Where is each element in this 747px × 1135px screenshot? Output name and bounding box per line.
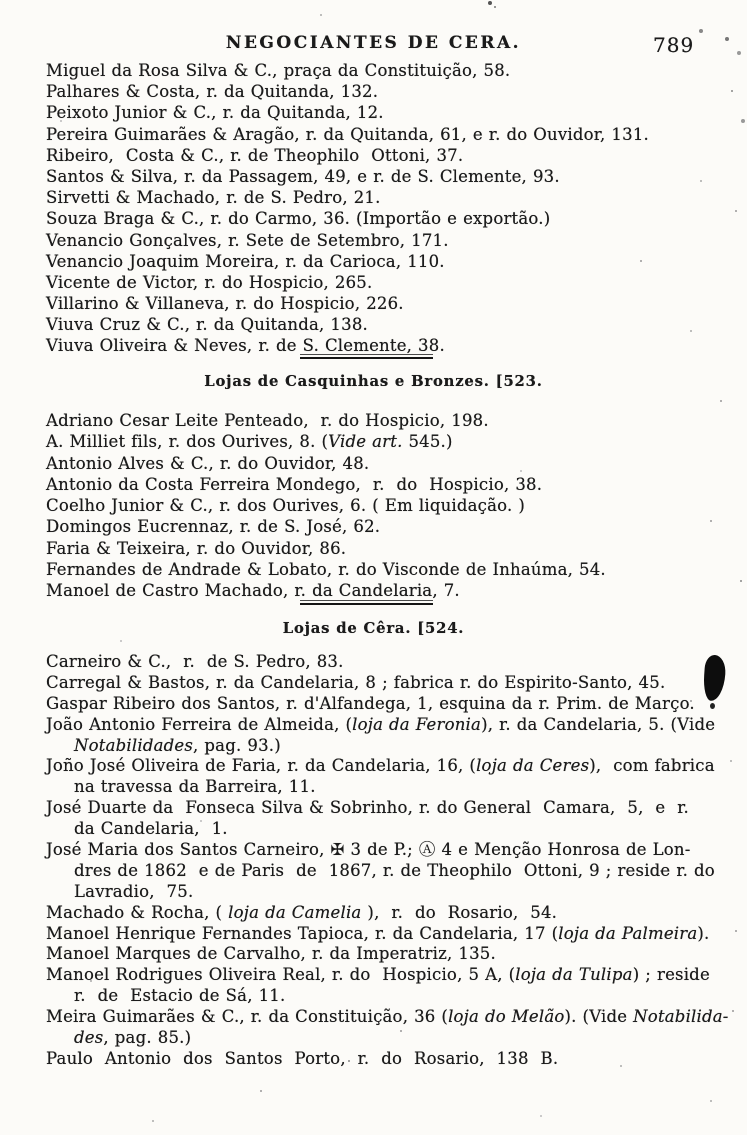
entry-text: Antonio da Costa Ferreira Mondego, r. do Hospicio, 38. (46, 474, 543, 494)
entry-line (0, 756, 747, 777)
entry-line (0, 272, 747, 293)
entry-line (0, 251, 747, 272)
entry-text-italic: loja da Palmeira (558, 923, 698, 943)
entry-text-italic: loja da Camelia (228, 902, 362, 922)
entry-text: da Candelaria, 1. (74, 819, 228, 839)
entry-text: Joño José Oliveira de Faria, r. da Candelaria, 16, ( (46, 756, 477, 776)
entry-text: José Duarte da Fonseca Silva & Sobrinho, r. do General Camara, 5, e r. (46, 798, 689, 818)
entry-line (0, 944, 747, 965)
entry-text: na travessa da Barreira, 11. (74, 777, 316, 797)
entry-text-italic: loja da Ceres (476, 756, 590, 776)
entry-line (0, 580, 747, 601)
entry-text-italic: loja do Melão (448, 1007, 565, 1027)
entry-text: João Antonio Ferreira de Almeida, ( (46, 714, 353, 734)
entry-text-italic: des (74, 1028, 104, 1048)
entry-line (0, 516, 747, 537)
entry-line (0, 819, 747, 840)
entry-text-italic: loja da Tulipa (515, 965, 633, 985)
entry-text: Lavradio, 75. (74, 881, 194, 901)
entry-text: Coelho Junior & C., r. dos Ourives, 6. ( Em liquidação. ) (46, 496, 526, 516)
entry-line (0, 559, 747, 580)
entry-text-italic: Notabilidades (74, 735, 194, 755)
entry-text: Gaspar Ribeiro dos Santos, r. d'Alfandega, 1, esquina da r. Prim. de Março. (46, 693, 695, 713)
entry-line (0, 1049, 747, 1070)
entry-line (0, 1028, 747, 1049)
entry-line (0, 410, 747, 431)
scan-noise-speckles (0, 0, 2, 2)
section-heading-lojas-de-cera: Lojas de Cêra. [524. (282, 620, 465, 637)
entry-line (0, 861, 747, 882)
entry-line (0, 736, 747, 757)
entry-text: Vicente de Victor, r. do Hospicio, 265. (46, 272, 373, 292)
entry-line (0, 652, 747, 673)
entry-line (0, 474, 747, 495)
entry-text: Paulo Antonio dos Santos Porto, r. do Rosario, 138 B. (46, 1048, 559, 1068)
entry-line (0, 495, 747, 516)
entry-line (0, 986, 747, 1007)
entry-text: Venancio Joaquim Moreira, r. da Carioca, 110. (46, 251, 445, 271)
entry-text: Adriano Cesar Leite Penteado, r. do Hospicio, 198. (46, 411, 489, 430)
entry-text-italic: loja da Feronia (352, 714, 482, 734)
entry-line (0, 840, 747, 861)
entry-line (0, 293, 747, 314)
merchant-list-negociantes-de-cera (0, 60, 747, 357)
entry-text: Palhares & Costa, r. da Quitanda, 132. (46, 82, 379, 102)
entry-text: A. Milliet fils, r. dos Ourives, 8. ( (46, 432, 329, 452)
entry-text: Manoel Rodrigues Oliveira Real, r. do Hospicio, 5 A, ( (46, 965, 516, 985)
entry-text: ). (Vide (564, 1007, 634, 1027)
entry-line (0, 965, 747, 986)
entry-line (0, 694, 747, 715)
entry-text: Domingos Eucrennaz, r. de S. José, 62. (46, 517, 381, 537)
page-title: NEGOCIANTES DE CERA. (225, 33, 522, 53)
entry-text: José Maria dos Santos Carneiro, ✠ 3 de P.; Ⓐ 4 e Menção Honrosa de Lon- (46, 840, 691, 860)
entry-text: Pereira Guimarães & Aragão, r. da Quitanda, 61, e r. do Ouvidor, 131. (46, 124, 649, 144)
entry-text-italic: Notabilida- (633, 1007, 729, 1027)
entry-text: Carregal & Bastos, r. da Candelaria, 8 ; fabrica r. do Espirito-Santo, 45. (46, 672, 666, 692)
entry-text: Machado & Rocha, ( (46, 902, 229, 922)
entry-text: ) ; reside (632, 965, 710, 985)
entry-line (0, 777, 747, 798)
entry-text: Manoel Marques de Carvalho, r. da Imperatriz, 135. (46, 944, 496, 964)
entry-text-italic: Vide art. (328, 432, 403, 452)
entry-line (0, 124, 747, 145)
entry-text: Miguel da Rosa Silva & C., praça da Constituição, 58. (46, 61, 511, 80)
entry-text: Antonio Alves & C., r. do Ouvidor, 48. (46, 453, 370, 473)
section-divider-rule (300, 600, 433, 605)
entry-line (0, 145, 747, 166)
entry-text: Fernandes de Andrade & Lobato, r. do Visconde de Inhaúma, 54. (46, 560, 606, 580)
entry-text: Ribeiro, Costa & C., r. de Theophilo Ottoni, 37. (46, 145, 464, 165)
entry-line (0, 81, 747, 102)
entry-line (0, 882, 747, 903)
entry-text: Viuva Cruz & C., r. da Quitanda, 138. (46, 315, 368, 335)
entry-text: Peixoto Junior & C., r. da Quitanda, 12. (46, 103, 384, 123)
entry-text: , pag. 85.) (103, 1028, 192, 1048)
entry-text: Faria & Teixeira, r. do Ouvidor, 86. (46, 538, 347, 558)
section-divider-rule (300, 354, 433, 359)
entry-text: dres de 1862 e de Paris de 1867, r. de Theophilo Ottoni, 9 ; reside r. do (74, 860, 715, 880)
entry-line (0, 673, 747, 694)
merchant-list-lojas-de-cera (0, 652, 747, 1070)
entry-line (0, 798, 747, 819)
entry-text: r. de Estacio de Sá, 11. (74, 986, 286, 1006)
entry-text: Viuva Oliveira & Neves, r. de S. Clemente, 38. (46, 336, 445, 356)
entry-line (0, 166, 747, 187)
entry-text: , pag. 93.) (193, 735, 281, 755)
entry-text: Manoel Henrique Fernandes Tapioca, r. da Candelaria, 17 ( (46, 923, 559, 943)
entry-line (0, 314, 747, 335)
entry-line (0, 60, 747, 81)
entry-text: Venancio Gonçalves, r. Sete de Setembro, 171. (46, 230, 449, 250)
entry-line (0, 431, 747, 452)
entry-line (0, 230, 747, 251)
entry-text: ), r. do Rosario, 54. (361, 902, 558, 922)
entry-text: Souza Braga & C., r. do Carmo, 36. (Importão e exportão.) (46, 209, 551, 229)
page-number: 789 (653, 33, 695, 57)
entry-text: Manoel de Castro Machado, r. da Candelaria, 7. (46, 581, 460, 601)
entry-line (0, 102, 747, 123)
entry-text: Villarino & Villaneva, r. do Hospicio, 226. (46, 294, 404, 314)
entry-line (0, 715, 747, 736)
entry-text: Sirvetti & Machado, r. de S. Pedro, 21. (46, 188, 381, 208)
entry-line (0, 903, 747, 924)
section-heading-casquinhas-e-bronzes: Lojas de Casquinhas e Bronzes. [523. (204, 373, 543, 390)
entry-text: 545.) (402, 432, 453, 452)
ink-blot-drip (710, 703, 715, 709)
entry-line (0, 208, 747, 229)
merchant-list-casquinhas-e-bronzes (0, 410, 747, 602)
entry-text: ), com fabrica (589, 756, 715, 776)
entry-text: Santos & Silva, r. da Passagem, 49, e r. de S. Clemente, 93. (46, 166, 560, 186)
entry-line (0, 1007, 747, 1028)
entry-line (0, 453, 747, 474)
entry-line (0, 924, 747, 945)
entry-line (0, 187, 747, 208)
entry-text: Meira Guimarães & C., r. da Constituição, 36 ( (46, 1007, 449, 1027)
entry-line (0, 538, 747, 559)
entry-text: Carneiro & C., r. de S. Pedro, 83. (46, 652, 344, 671)
entry-text: ), r. da Candelaria, 5. (Vide (481, 714, 716, 734)
entry-text: ). (697, 923, 710, 943)
